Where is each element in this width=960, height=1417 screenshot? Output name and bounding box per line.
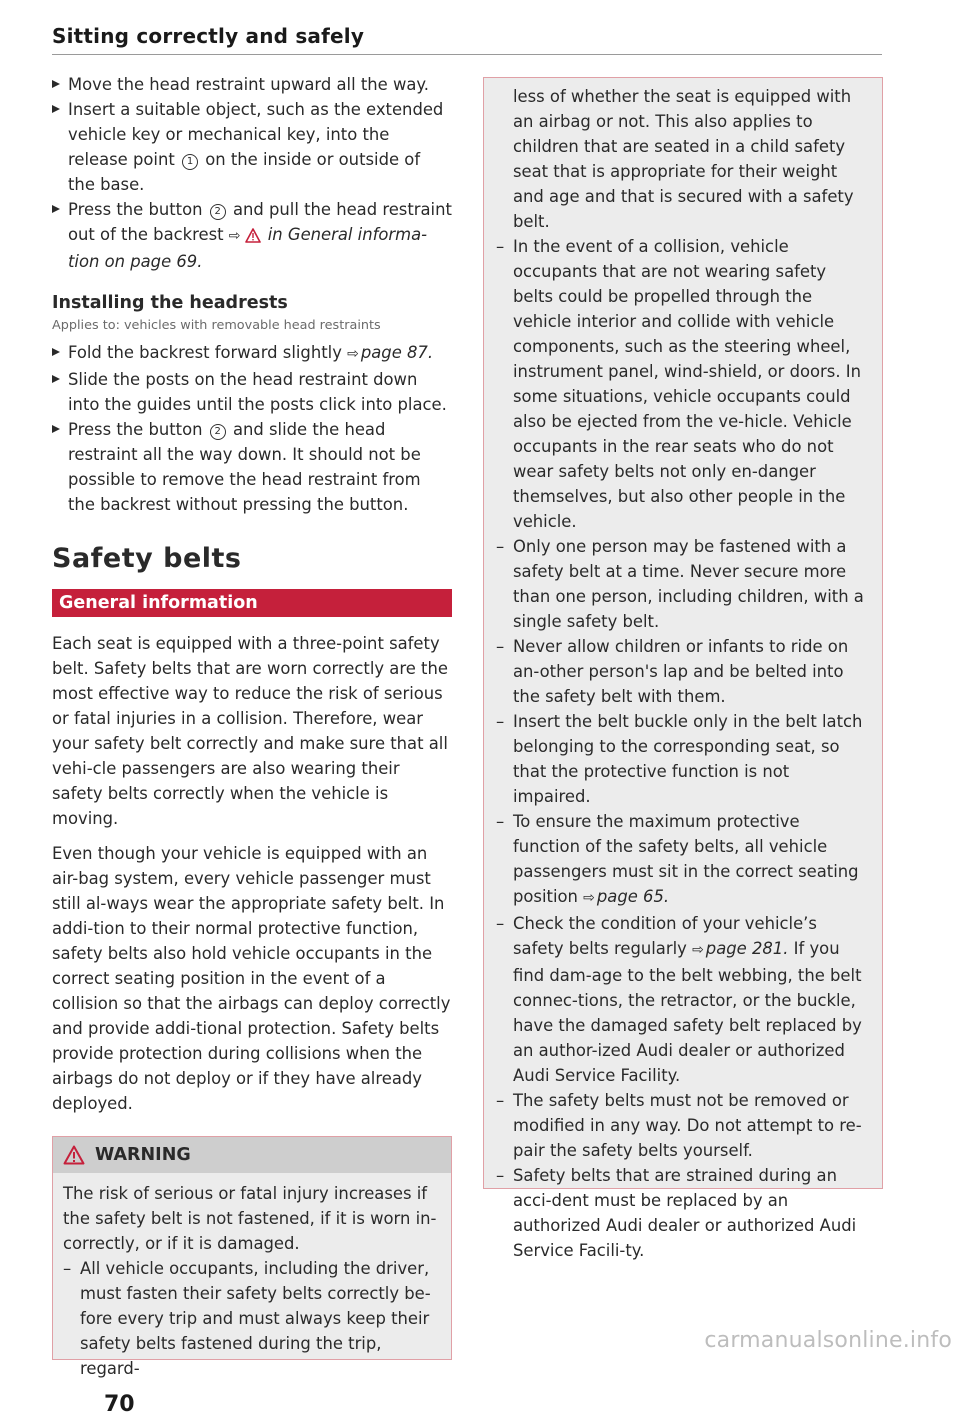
page-reference-link[interactable]: page 87. xyxy=(360,343,434,362)
warning-body xyxy=(53,1173,451,1378)
safety-belts-heading: Safety belts xyxy=(52,543,242,574)
reference-arrow-icon: ⇨ xyxy=(228,228,241,244)
warning-item: – The safety belts must not be removed or modified in any way. Do not attempt to re-pair the safety belts yourself. xyxy=(496,1088,870,1163)
install-step-2: Slide the posts on the head restraint down into the guides until the posts click into place. xyxy=(52,367,452,417)
applies-to-note: Applies to: vehicles with removable head restraints xyxy=(52,318,381,333)
install-step-1: Fold the backrest forward slightly ⇨ page 87. xyxy=(52,340,452,367)
page-reference-link[interactable]: page 281. xyxy=(705,939,789,958)
page-reference-link[interactable]: page 65. xyxy=(596,887,670,906)
warning-box-continued xyxy=(483,77,883,1260)
warning-item: – Safety belts that are strained during an acci-dent must be replaced by an authorized Audi dealer or authorized Audi Service Facili-ty. xyxy=(496,1163,870,1263)
install-step-3: Press the button 2 and slide the head restraint all the way down. It should not be possible to remove the head restraint from the backrest without pressing the button. xyxy=(52,417,452,517)
removal-step-3: Press the button 2 and pull the head restraint out of the backrest ⇨ in General informa-tion on page 69. xyxy=(52,197,452,274)
warning-intro: The risk of serious or fatal injury increases if the safety belt is not fastened, if it is worn in-correctly, or if it is damaged. xyxy=(63,1184,437,1253)
warning-item: – Only one person may be fastened with a safety belt at a time. Never secure more than one person, including children, with a single safety belt. xyxy=(496,534,870,634)
warning-box xyxy=(52,1136,452,1378)
installing-headrests-heading: Installing the headrests xyxy=(52,293,288,313)
warning-triangle-icon xyxy=(245,228,261,243)
right-column xyxy=(483,77,883,1260)
header-title: Sitting correctly and safely xyxy=(52,24,365,48)
warning-triangle-icon xyxy=(63,1145,85,1165)
warning-continuation: less of whether the seat is equipped with an airbag or not. This also applies to children that are seated in a child safety seat that is appropriate for their weight and age and that is secured with a safety belt. xyxy=(513,87,854,231)
warning-item: – All vehicle occupants, including the driver, must fasten their safety belts correctly be-fore every trip and must always keep their safety belts fastened during the trip, regard- xyxy=(63,1256,441,1381)
paragraph: Even though your vehicle is equipped with an air-bag system, every vehicle passenger must still al-ways wear the appropriate safety belt. In addi-tion to their normal protective function, safety belts also hold vehicle occupants in the correct seating position in the event of a collision so that the airbags can deploy correctly and provide addi-tional protection. Safety belts provide protection during collisions when the airbags do not deploy or if they have already deployed. xyxy=(52,844,451,1113)
reference-arrow-icon: ⇨ xyxy=(583,890,595,906)
left-column xyxy=(52,72,452,1417)
cross-reference-link[interactable]: in General informa-tion on page 69. xyxy=(68,225,428,271)
warning-header xyxy=(53,1137,451,1173)
warning-item: – To ensure the maximum protective function of the safety belts, all vehicle passengers must sit in the correct seating position ⇨ page 65. xyxy=(496,809,870,911)
warning-item: – Insert the belt buckle only in the belt latch belonging to the corresponding seat, so that the protective function is not impaired. xyxy=(496,709,870,809)
reference-arrow-icon: ⇨ xyxy=(692,942,704,958)
watermark: carmanualsonline.info xyxy=(704,1328,952,1353)
paragraph: Each seat is equipped with a three-point safety belt. Safety belts that are worn correctly are the most effective way to reduce the risk of serious or fatal injuries in a collision. Therefore, wear your safety belt correctly and make sure that all vehi-cle passengers are also wearing their safety belts correctly when the vehicle is moving. xyxy=(52,634,448,828)
page-number: 70 xyxy=(104,1392,135,1417)
general-information-banner: General information xyxy=(52,589,452,617)
reference-arrow-icon: ⇨ xyxy=(347,346,359,362)
running-header xyxy=(52,24,882,55)
callout-1-icon: 1 xyxy=(182,154,198,170)
removal-step-1: Move the head restraint upward all the way. xyxy=(52,72,452,97)
callout-2-icon: 2 xyxy=(210,204,226,220)
warning-item: – Check the condition of your vehicle’s safety belts regularly ⇨ page 281. If you find dam-age to the belt webbing, the belt connec-tions, the retractor, or the buckle, have the damaged safety belt replaced by an author-ized Audi dealer or authorized Audi Service Facility. xyxy=(496,911,870,1088)
warning-title: WARNING xyxy=(95,1145,191,1165)
callout-2-icon: 2 xyxy=(210,424,226,440)
warning-item: – In the event of a collision, vehicle occupants that are not wearing safety belts could be propelled through the vehicle interior and collide with vehicle components, such as the steering wheel, instrument panel, wind-shield, or doors. In some situations, vehicle occupants could also be ejected from the ve-hicle. Vehicle occupants in the rear seats who do not wear safety belts not only en-danger themselves, but also other people in the vehicle. xyxy=(496,234,870,534)
removal-step-2: Insert a suitable object, such as the extended vehicle key or mechanical key, into the release point 1 on the inside or outside of the base. xyxy=(52,97,452,197)
warning-item: – Never allow children or infants to ride on an-other person's lap and be belted into the safety belt with them. xyxy=(496,634,870,709)
